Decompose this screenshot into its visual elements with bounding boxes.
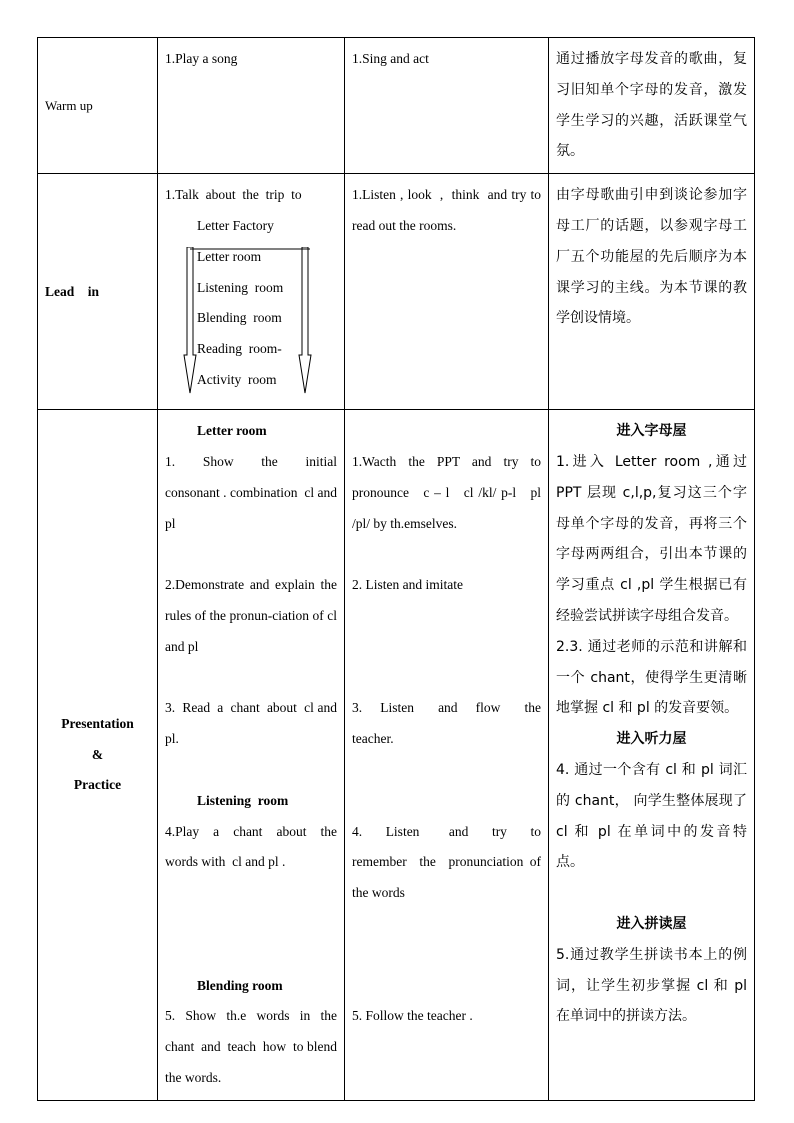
teacher-activity-2: 2.Demonstrate and explain the rules of the pronun-ciation of cl and pl (165, 577, 337, 654)
student-activity-1: 1.Wacth the PPT and try to pronounce c – l cl /kl/ p-l pl /pl/ by th.emselves. (352, 453, 545, 531)
leadin-student-activity: 1.Listen , look , think and try to read out the rooms. (352, 187, 545, 233)
teacher-activity-5: 5. Show th.e words in the chant and teach how to blend the words. (165, 1008, 341, 1085)
letter-room-cn-text: 1.进入 Letter room ,通过 PPT 层现 c,l,p,复习这三个字母单个字母的发音，再将三个字母两两组合，引出本节课的学习重点 cl ,pl 学生根据已有经验尝试拼读字母组合发音。 (556, 453, 747, 624)
blending-room-cn-text: 5.通过教学生拼读书本上的例词，让学生初步掌握 cl 和 pl 在单词中的拼读方法。 (556, 946, 747, 1025)
student-activity-4: 4. Listen and try to remember the pronunciation of the words (352, 823, 545, 901)
teacher-activity-1: 1. Show the initial consonant . combination cl and pl (165, 453, 341, 531)
leadin-purpose: 由字母歌曲引申到谈论参加字母工厂的话题，以参观字母工厂五个功能屋的先后顺序为本课学习的主线。为本节课的教学创设情境。 (556, 187, 747, 327)
leadin-row (38, 174, 755, 410)
leadin-stage-label: Lead in (45, 283, 100, 299)
presentation-teacher-cell (158, 410, 345, 1101)
leadin-student-cell (345, 174, 549, 410)
leadin-teacher-activity-2: Letter Factory (197, 217, 274, 233)
blending-room-heading: Blending room (197, 977, 283, 993)
warmup-teacher-activity: 1.Play a song (165, 51, 238, 66)
room-item: Listening room (197, 279, 284, 295)
student-activity-3: 3. Listen and flow the teacher. (352, 700, 545, 747)
student-activity-5: 5. Follow the teacher . (352, 1008, 473, 1024)
warmup-purpose-cell (549, 38, 755, 174)
student-activity-2: 2. Listen and imitate (352, 577, 463, 593)
down-arrow-left-icon (183, 247, 197, 395)
room-item: Activity room (197, 371, 277, 387)
presentation-purpose-cell (549, 410, 755, 1101)
listening-room-heading: Listening room (197, 792, 289, 808)
warmup-stage (38, 38, 158, 174)
leadin-teacher-activity: 1.Talk about the trip to (165, 187, 302, 203)
letter-room-heading: Letter room (197, 423, 267, 439)
room-item: Blending room (197, 310, 282, 326)
warmup-stage-label: Warm up (45, 97, 93, 113)
down-arrow-right-icon (298, 247, 312, 395)
leadin-teacher-cell (158, 174, 345, 410)
leadin-stage (38, 174, 158, 410)
lesson-plan-table (37, 37, 755, 1101)
room-item: Reading room- (197, 341, 282, 357)
listening-room-cn-text: 4. 通过一个含有 cl 和 pl 词汇的 chant， 向学生整体展现了 cl 和 pl 在单词中的发音特点。 (556, 761, 747, 871)
warmup-purpose: 通过播放字母发音的歌曲，复习旧知单个字母的发音，激发学生学习的兴趣，活跃课堂气氛。 (556, 51, 747, 160)
teacher-activity-3: 3. Read a chant about cl and pl. (165, 700, 341, 747)
presentation-row (38, 410, 755, 1101)
warmup-student-cell (345, 38, 549, 174)
letter-room-cn-text-2: 2.3. 通过老师的示范和讲解和一个 chant，使得学生更清晰地掌握 cl 和 pl 的发音要领。 (556, 638, 747, 717)
presentation-student-cell (345, 410, 549, 1101)
teacher-activity-4: 4.Play a chant about the words with cl and pl . (165, 823, 341, 870)
leadin-purpose-cell (549, 174, 755, 410)
presentation-stage-line1: Presentation (61, 715, 134, 731)
letter-room-cn-heading: 进入字母屋 (616, 423, 687, 440)
warmup-student-activity: 1.Sing and act (352, 51, 429, 66)
presentation-stage-line3: Practice (73, 777, 122, 793)
blending-room-cn-heading: 进入拼读屋 (616, 915, 687, 932)
presentation-stage (38, 410, 158, 1101)
warmup-teacher-cell (158, 38, 345, 174)
listening-room-cn-heading: 进入听力屋 (616, 731, 687, 748)
presentation-stage-line2: & (91, 746, 104, 762)
room-item: Letter room (197, 248, 262, 264)
arrow-connector-line (190, 248, 310, 250)
warmup-row (38, 38, 755, 174)
